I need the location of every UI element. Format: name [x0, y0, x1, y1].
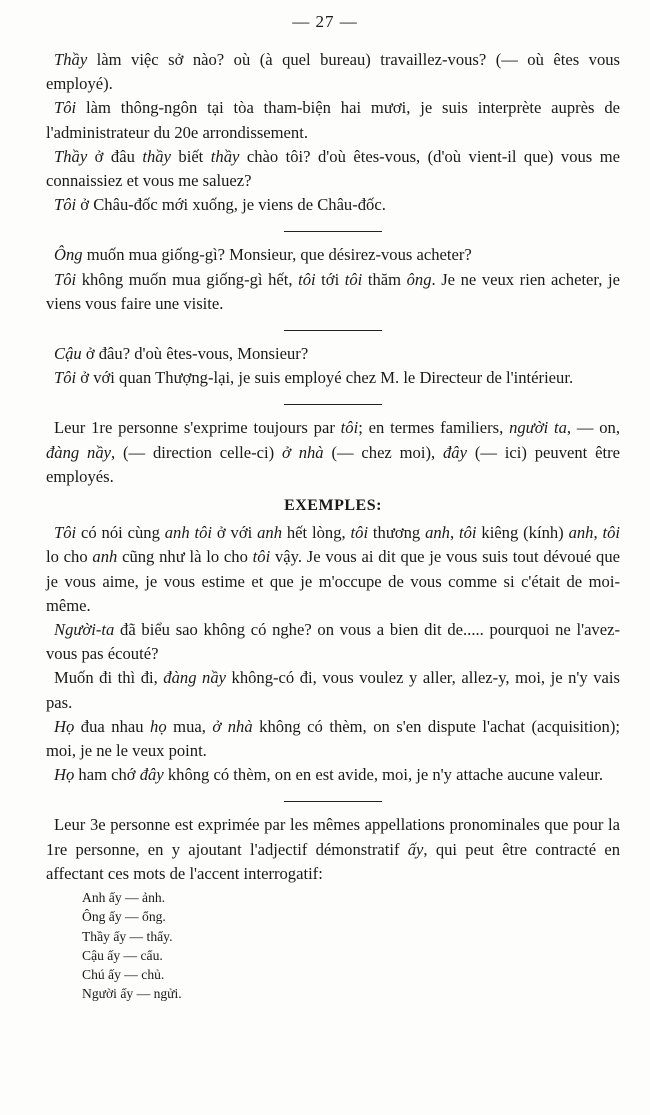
phrase-line	[46, 193, 620, 217]
example-ex2	[46, 618, 620, 666]
example-text: cũng như là lo cho	[117, 547, 253, 567]
paragraph-text: (— chez moi),	[323, 442, 443, 462]
vietnamese-term: anh	[568, 523, 594, 543]
example-text: không có thèm, on en est avide, moi, je n'y attache aucune valeur.	[163, 765, 604, 785]
vietnamese-term: anh	[425, 523, 450, 543]
phrase-text: muốn mua giống-gì? Monsieur, que désirez-vous acheter?	[82, 245, 472, 265]
paragraph-text: (— ici) peuvent être employés.	[46, 442, 620, 486]
example-text: hết lòng,	[282, 523, 351, 543]
phrase-line	[46, 145, 620, 193]
example-ex1	[46, 521, 620, 618]
phrase-line	[46, 342, 620, 366]
example-text: ,	[449, 523, 459, 543]
phrase-text: làm việc sở nào? où (à quel bureau) travaillez-vous? (— où êtes vous employé).	[46, 50, 620, 94]
vietnamese-term: ông	[406, 269, 432, 289]
vietnamese-term: Tôi	[54, 523, 77, 543]
contracted-form: Người ấy — ngửi.	[82, 986, 182, 1002]
vietnamese-term: tôi	[298, 269, 316, 289]
example-text: có nói cùng	[76, 523, 165, 543]
example-text: đã biểu sao không có nghe? on vous a bien dit de..... pourquoi ne l'avez-vous pas écouté?	[46, 620, 620, 664]
vietnamese-term: Tôi	[54, 368, 77, 388]
example-text: không có thèm, on s'en dispute l'achat (acquisition); moi, je ne le veux point.	[46, 716, 620, 761]
vietnamese-term: đàng nầy	[46, 442, 111, 462]
vietnamese-term: Tôi	[54, 195, 77, 215]
vietnamese-term: ở nhà	[281, 442, 324, 462]
phrase-text: ở đâu? d'où êtes-vous, Monsieur?	[81, 344, 309, 364]
contracted-form: Anh ấy — ảnh.	[82, 890, 166, 906]
example-text: Muốn đi thì đi,	[54, 668, 164, 688]
explanation-paragraph	[46, 416, 620, 489]
contracted-forms-list	[82, 888, 620, 1003]
paragraph-text: Leur 3e personne est exprimée par les mêmes appellations pronominales que pour la 1re personne, en y ajoutant l'adjectif démonstratif	[46, 815, 620, 859]
contracted-form: Cậu ấy — cẩu.	[82, 947, 163, 963]
vietnamese-term: người ta	[509, 418, 567, 438]
vietnamese-term: đây	[139, 765, 164, 785]
vietnamese-term: thầy	[210, 146, 240, 166]
contracted-form: Ông ấy — ổng.	[82, 909, 166, 925]
example-ex5	[46, 763, 620, 787]
example-text: đua nhau	[74, 716, 151, 736]
page-number: — 27 —	[292, 12, 358, 31]
vietnamese-term: tôi	[344, 269, 363, 289]
example-text: mua,	[166, 716, 213, 736]
phrase-text: tới	[315, 269, 345, 289]
vietnamese-term: anh	[257, 523, 282, 543]
vietnamese-term: họ	[150, 716, 167, 736]
paragraph-text: , qui peut être contracté en affectant ces mots de l'accent interrogatif:	[46, 839, 620, 883]
phrase-line	[46, 366, 620, 390]
phrase-line	[46, 96, 620, 144]
contracted-form: Chú ấy — chủ.	[82, 966, 165, 982]
examples-heading: EXEMPLES:	[284, 497, 382, 515]
example-ex3	[46, 666, 620, 714]
phrase-text: . Je ne veux rien acheter, je viens vous faire une visite.	[46, 269, 620, 313]
vietnamese-term: anh tôi	[164, 523, 213, 543]
paragraph-text: ; en termes familiers,	[358, 418, 510, 438]
vietnamese-term: tôi	[459, 523, 477, 543]
vietnamese-term: tôi	[350, 523, 369, 543]
paragraph-text: , (— direction celle-ci)	[111, 442, 282, 462]
example-text: không-có đi, vous voulez y aller, allez-y, moi, je n'y vais pas.	[46, 668, 620, 712]
vietnamese-term: tôi	[602, 523, 621, 543]
example-text: kiêng (kính)	[476, 523, 569, 543]
vietnamese-term: Thầy	[54, 146, 88, 166]
vietnamese-term: đàng nầy	[163, 668, 226, 688]
phrase-text: chào tôi? d'où êtes-vous, (d'où vient-il que) vous me connaissiez et vous me saluez?	[46, 146, 620, 191]
page-text	[46, 48, 620, 1003]
contracted-form: Thầy ấy — thẩy.	[82, 928, 173, 944]
vietnamese-term: Cậu	[54, 344, 82, 364]
example-text: lo cho	[46, 547, 93, 567]
separator-rule	[284, 231, 382, 232]
example-text: vậy. Je vous ai dit que je vous suis tout dévoué que je vous aime, je vous estime et que je m'occupe de vous comme si c'était de moi-même.	[46, 547, 620, 615]
examples-list	[46, 521, 620, 787]
example-ex4	[46, 715, 620, 763]
example-text: ham chớ	[74, 765, 140, 785]
vietnamese-term: tôi	[252, 547, 271, 567]
vietnamese-term: thầy	[142, 146, 171, 166]
phrase-line	[46, 268, 620, 316]
phrase-line	[46, 48, 620, 96]
phrase-text: ở Châu-đốc mới xuống, je viens de Châu-đốc.	[76, 195, 386, 215]
phrase-text: thăm	[362, 269, 407, 289]
vietnamese-term: tôi	[340, 418, 359, 438]
phrase-text: làm thông-ngôn tại tòa tham-biện hai mươi, je suis interprète auprès de l'administrateur du 20e arrondissement.	[46, 98, 620, 142]
vietnamese-term: Người-ta	[54, 620, 115, 640]
separator-rule	[284, 330, 382, 331]
vietnamese-term: Họ	[54, 716, 75, 736]
vietnamese-term: Ông	[54, 245, 83, 265]
phrase-text: biết	[170, 146, 211, 166]
vietnamese-term: Tôi	[54, 98, 77, 118]
separator-rule	[284, 404, 382, 405]
vietnamese-term: ở nhà	[212, 716, 253, 736]
example-text: ở với	[212, 523, 258, 543]
separator-rule	[284, 801, 382, 802]
phrase-text: ở đâu	[87, 146, 143, 166]
vietnamese-term: đây	[443, 442, 467, 462]
paragraph-text: Leur 1re personne s'exprime toujours par	[54, 418, 341, 438]
phrase-text: ở với quan Thượng-lại, je suis employé chez M. le Directeur de l'intérieur.	[76, 368, 574, 388]
example-text: thương	[368, 523, 426, 543]
phrase-text: không muốn mua giống-gì hết,	[76, 269, 299, 289]
example-text: ,	[593, 523, 603, 543]
phrase-line	[46, 243, 620, 267]
vietnamese-term: Tôi	[54, 269, 77, 289]
vietnamese-term: anh	[92, 547, 118, 567]
vietnamese-term: Họ	[54, 765, 75, 785]
vietnamese-term: ấy	[407, 839, 424, 859]
paragraph-text: , — on,	[566, 418, 621, 438]
explanation-paragraph	[46, 813, 620, 886]
vietnamese-term: Thầy	[54, 50, 88, 69]
